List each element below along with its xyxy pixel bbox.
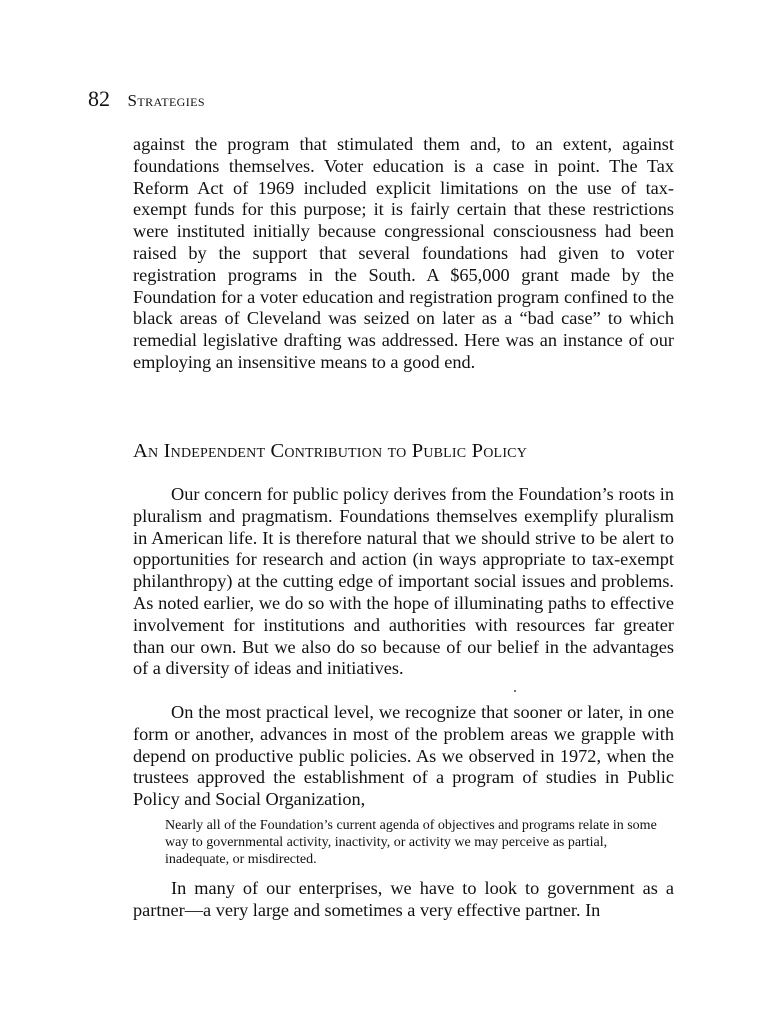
page-number: 82	[88, 86, 110, 111]
running-title: Strategies	[127, 91, 205, 110]
body-paragraph-1: against the program that stimulated them and, to an extent, against foundations themselves. Voter education is a case in point. The Tax Reform Act of 1969 included explicit limitations on the use of tax-exempt funds for this purpose; it is fairly certain that these restrictions were instituted initially because congressional consciousness had been raised by the support that several foundations had given to voter registration programs in the South. A $65,000 grant made by the Foundation for a voter education and registration program confined to the black areas of Cleveland was seized on later as a “bad case” to which remedial legislative drafting was addressed. Here was an instance of our employing an insensitive means to a good end.	[133, 134, 674, 372]
body-paragraph-4: In many of our enterprises, we have to look to government as a partner—a very large and sometimes a very effective partner. In	[133, 878, 674, 920]
body-paragraph-2: Our concern for public policy derives from the Foundation’s roots in pluralism and pragmatism. Foundations themselves exemplify pluralism in American life. It is therefore natural that we should strive to be alert to opportunities for research and action (in ways appropriate to tax-exempt philanthropy) at the cutting edge of important social issues and problems. As noted earlier, we do so with the hope of illuminating paths to effective involvement for institutions and authorities with resources far greater than our own. But we also do so because of our belief in the advantages of a diversity of ideas and initiatives.	[133, 484, 674, 679]
body-paragraph-3: On the most practical level, we recognize that sooner or later, in one form or another, advances in most of the problem areas we grapple with depend on productive public policies. As we observed in 1972, when the trustees approved the establishment of a program of studies in Public Policy and Social Organization,	[133, 702, 674, 810]
running-head	[88, 85, 205, 115]
print-speck	[514, 690, 516, 692]
section-heading: An Independent Contribution to Public Policy	[133, 440, 528, 462]
block-quote: Nearly all of the Foundation’s current agenda of objectives and programs relate in some way to governmental activity, inactivity, or activity we may perceive as partial, inadequate, or misdirected.	[165, 818, 657, 867]
